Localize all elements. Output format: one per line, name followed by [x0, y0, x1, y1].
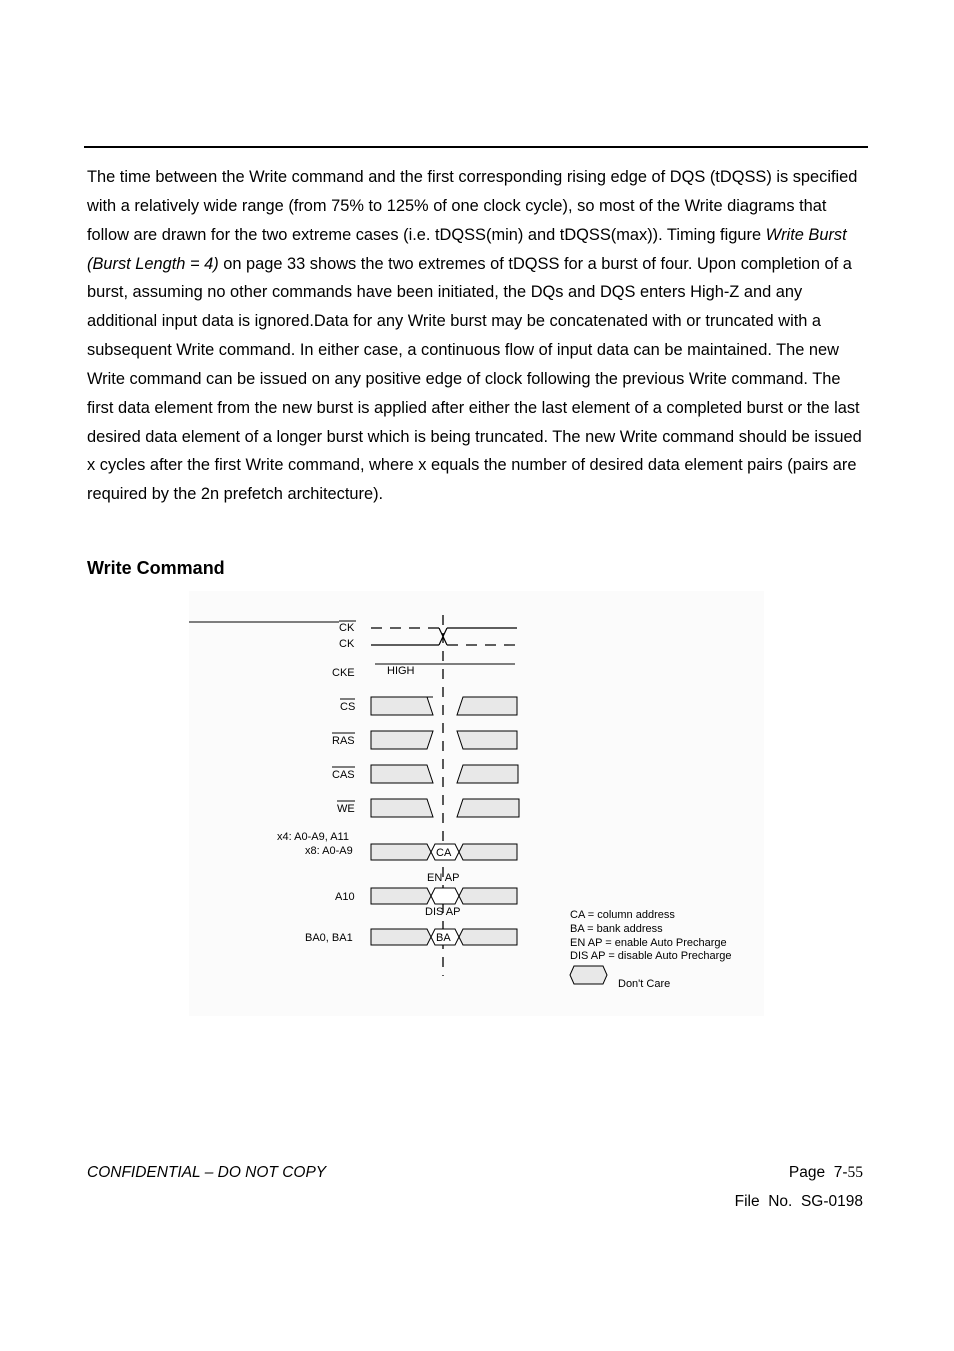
timing-diagram: [189, 591, 764, 1016]
paragraph-text-1: The time between the Write command and the first corresponding rising edge of DQS (tDQSS) is specified with a relatively wide range (from 75% to 125% of one clock cycle), so most of the Write diagrams that follow are drawn for the two extreme cases (i.e. tDQSS(min) and tDQSS(max)). Timing figure: [87, 168, 858, 244]
signal-ras: RAS: [332, 735, 355, 747]
cke-high-label: HIGH: [387, 665, 415, 677]
footer-page-number: 55: [847, 1164, 863, 1181]
legend-line-3: EN AP = enable Auto Precharge: [570, 937, 727, 949]
a10-dontcare-right: [459, 888, 517, 904]
a10-en-ap-label: EN AP: [427, 872, 460, 884]
cs-dontcare-left: [371, 697, 433, 715]
signal-ck: CK: [339, 638, 355, 650]
addr-dontcare-left: [371, 844, 431, 860]
signal-cs: CS: [340, 701, 356, 713]
signal-addr-x8: x8: A0-A9: [305, 845, 353, 857]
paragraph-text-2: on page 33 shows the two extremes of tDQSS for a burst of four. Upon completion of a burst, assuming no other commands have been initiated, the DQs and DQS enters High-Z and any additional input data is ignored.Data for any Write burst may be concatenated with or truncated with a subsequent Write command. In either case, a continuous flow of input data can be maintained. The new Write command can be issued on any positive edge of clock following the previous Write command. The first data element from the new burst is applied after either the last element of a completed burst or the last desired data element of a longer burst which is being truncated. The new Write command should be issued x cycles after the first Write command, where x equals the number of desired data element pairs (pairs are required by the 2n prefetch architecture).: [87, 254, 862, 504]
signal-cke: CKE: [332, 667, 355, 679]
ba-dontcare-left: [371, 929, 431, 945]
signal-cas: CAS: [332, 769, 355, 781]
signal-we: WE: [337, 803, 355, 815]
header-rule: [84, 146, 868, 148]
ras-dontcare-right: [457, 731, 517, 749]
timing-diagram-svg: [189, 591, 764, 1016]
figure-reference: Write Burst (Burst Length = 4): [87, 225, 847, 273]
cas-dontcare-right: [457, 765, 518, 783]
cs-dontcare-right: [457, 697, 517, 715]
legend-line-1: CA = column address: [570, 909, 675, 921]
footer-page-label: Page 7-: [788, 1164, 848, 1181]
footer-file-number: File No. SG-0198: [734, 1193, 863, 1210]
legend-line-4: DIS AP = disable Auto Precharge: [570, 950, 732, 962]
signal-addr-x4: x4: A0-A9, A11: [277, 831, 349, 843]
we-dontcare-left: [371, 799, 433, 817]
signal-ba: BA0, BA1: [305, 932, 353, 944]
section-title: Write Command: [87, 558, 225, 578]
footer-confidential: CONFIDENTIAL – DO NOT COPY: [87, 1164, 327, 1181]
body-paragraph: [87, 163, 867, 509]
ras-dontcare-left: [371, 731, 433, 749]
a10-dis-ap-label: DIS AP: [425, 906, 461, 918]
signal-ck-bar: CK: [339, 622, 355, 634]
a10-dontcare-left: [371, 888, 431, 904]
legend-dontcare-swatch: [570, 966, 607, 984]
ba-value-label: BA: [436, 932, 451, 944]
a10-valid: [431, 888, 459, 904]
legend-line-2: BA = bank address: [570, 923, 663, 935]
we-dontcare-right: [457, 799, 519, 817]
footer-page: [789, 1164, 863, 1182]
signal-a10: A10: [335, 891, 355, 903]
cas-dontcare-left: [371, 765, 433, 783]
addr-ca-label: CA: [436, 847, 452, 859]
addr-dontcare-right: [459, 844, 517, 860]
legend-dont-care: Don't Care: [618, 978, 671, 990]
ba-dontcare-right: [459, 929, 517, 945]
